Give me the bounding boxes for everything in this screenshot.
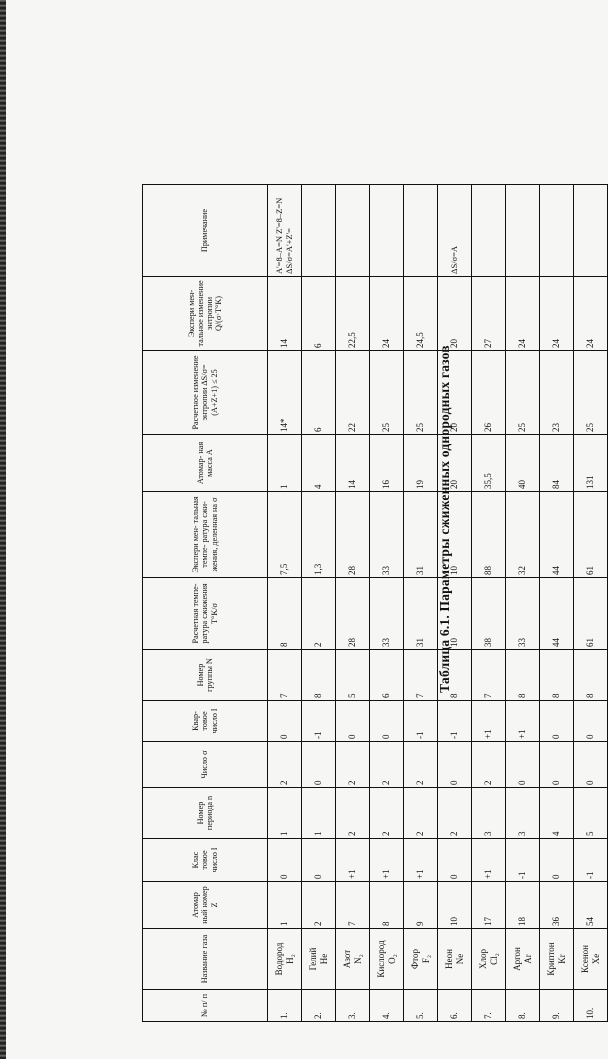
gas-name-cell	[438, 929, 472, 990]
cell-t-calc: 44	[540, 578, 574, 650]
gas-name-cell	[336, 929, 370, 990]
cell-group: 7	[404, 650, 438, 701]
cell-period: 5	[574, 788, 608, 839]
cell-l1: +1	[404, 839, 438, 882]
cell-ds-calc: 6	[302, 351, 336, 435]
column-header: Номер группы N	[143, 650, 268, 701]
cell-period: 2	[336, 788, 370, 839]
cell-t-calc: 2	[302, 578, 336, 650]
cell-l2: 0	[336, 701, 370, 742]
cell-ds-exp: 14	[268, 277, 302, 351]
cell-z: 7	[336, 882, 370, 929]
column-header: Номер периода n	[143, 788, 268, 839]
cell-period: 4	[540, 788, 574, 839]
cell-l1: +1	[370, 839, 404, 882]
gas-name: Кислород	[376, 940, 387, 978]
cell-group: 8	[438, 650, 472, 701]
table-row	[540, 185, 574, 1022]
cell-group: 8	[540, 650, 574, 701]
cell-z: 54	[574, 882, 608, 929]
cell-sigma: 2	[472, 742, 506, 788]
cell-note	[574, 185, 608, 277]
cell-l2: 0	[268, 701, 302, 742]
cell-l1: 0	[438, 839, 472, 882]
cell-period: 2	[404, 788, 438, 839]
gas-formula: Ar	[522, 954, 533, 964]
cell-a: 19	[404, 435, 438, 492]
cell-a: 40	[506, 435, 540, 492]
cell-a: 20	[438, 435, 472, 492]
cell-z: 8	[370, 882, 404, 929]
table-row	[370, 185, 404, 1022]
cell-sigma: 2	[268, 742, 302, 788]
cell-period: 1	[268, 788, 302, 839]
cell-n: 3.	[336, 990, 370, 1022]
table-title: Таблица 6.1. Параметры сжиженных однородных газов	[437, 345, 452, 693]
table-row	[336, 185, 370, 1022]
gas-name: Гелий	[308, 947, 319, 971]
cell-n: 2.	[302, 990, 336, 1022]
column-header: № п/ п	[143, 990, 268, 1022]
gas-name-cell	[370, 929, 404, 990]
cell-a: 14	[336, 435, 370, 492]
cell-ds-calc: 25	[506, 351, 540, 435]
cell-t-calc: 31	[404, 578, 438, 650]
cell-ds-calc: 26	[472, 351, 506, 435]
cell-group: 6	[370, 650, 404, 701]
column-header: Примечание	[143, 185, 268, 277]
column-header: Атомар- ная масса A	[143, 435, 268, 492]
gas-formula: F₂	[420, 954, 431, 964]
cell-ds-exp: 6	[302, 277, 336, 351]
cell-period: 3	[472, 788, 506, 839]
cell-z: 36	[540, 882, 574, 929]
cell-t-exp: 28	[336, 492, 370, 578]
gas-name: Неон	[444, 949, 455, 969]
column-header: Квар- товое число l	[143, 701, 268, 742]
cell-note	[370, 185, 404, 277]
cell-group: 8	[574, 650, 608, 701]
gas-name-cell	[506, 929, 540, 990]
cell-note: A'=8–A=N Z'=8–Z=N ΔS/σ=A'+Z'=	[268, 185, 302, 277]
cell-note	[472, 185, 506, 277]
gas-formula: H₂	[284, 954, 295, 964]
cell-l1: -1	[574, 839, 608, 882]
cell-n: 8.	[506, 990, 540, 1022]
cell-n: 6.	[438, 990, 472, 1022]
gas-name: Азот	[342, 949, 353, 969]
cell-a: 4	[302, 435, 336, 492]
cell-t-exp: 33	[370, 492, 404, 578]
column-header: Экспери мен- тальное изменение энтропии Q/(σ·T°K)	[143, 277, 268, 351]
column-header: Число σ	[143, 742, 268, 788]
cell-l1: -1	[506, 839, 540, 882]
gas-formula: Ne	[454, 953, 465, 965]
cell-ds-calc: 20	[438, 351, 472, 435]
cell-period: 1	[302, 788, 336, 839]
cell-l2: -1	[404, 701, 438, 742]
cell-l1: +1	[472, 839, 506, 882]
cell-n: 10.	[574, 990, 608, 1022]
cell-group: 7	[472, 650, 506, 701]
cell-t-calc: 33	[506, 578, 540, 650]
cell-period: 3	[506, 788, 540, 839]
column-header: Расчетная темпе- ратура сжижения T°K/σ	[143, 578, 268, 650]
cell-l2: +1	[472, 701, 506, 742]
gas-name-cell	[574, 929, 608, 990]
cell-t-exp: 7,5	[268, 492, 302, 578]
cell-l2: 0	[574, 701, 608, 742]
cell-ds-calc: 22	[336, 351, 370, 435]
cell-period: 2	[438, 788, 472, 839]
cell-t-calc: 33	[370, 578, 404, 650]
gas-parameters-table	[142, 184, 608, 1022]
cell-sigma: 0	[540, 742, 574, 788]
cell-l1: 0	[302, 839, 336, 882]
cell-ds-exp: 27	[472, 277, 506, 351]
gas-name: Ксенон	[580, 945, 591, 974]
cell-t-calc: 61	[574, 578, 608, 650]
table-row	[268, 185, 302, 1022]
gas-name: Фтор	[410, 949, 421, 969]
cell-t-exp: 44	[540, 492, 574, 578]
cell-l2: +1	[506, 701, 540, 742]
cell-z: 10	[438, 882, 472, 929]
cell-group: 5	[336, 650, 370, 701]
column-header: Название газа	[143, 929, 268, 990]
cell-ds-calc: 25	[404, 351, 438, 435]
cell-ds-calc: 23	[540, 351, 574, 435]
cell-ds-exp: 24	[540, 277, 574, 351]
cell-note	[302, 185, 336, 277]
table-row	[472, 185, 506, 1022]
cell-a: 16	[370, 435, 404, 492]
cell-ds-calc: 14*	[268, 351, 302, 435]
cell-z: 17	[472, 882, 506, 929]
cell-z: 18	[506, 882, 540, 929]
gas-name: Криптон	[546, 942, 557, 976]
gas-name-cell	[540, 929, 574, 990]
cell-l1: +1	[336, 839, 370, 882]
column-header: Экспери мен- тальная темпе- ратура сжи- жения, деленная на σ	[143, 492, 268, 578]
cell-ds-exp: 20	[438, 277, 472, 351]
table-row	[506, 185, 540, 1022]
table-row	[574, 185, 608, 1022]
table-row	[302, 185, 336, 1022]
gas-formula: N₂	[352, 954, 363, 964]
cell-ds-calc: 25	[370, 351, 404, 435]
cell-l2: 0	[540, 701, 574, 742]
cell-ds-exp: 24	[370, 277, 404, 351]
cell-l1: 0	[268, 839, 302, 882]
cell-sigma: 2	[370, 742, 404, 788]
cell-z: 1	[268, 882, 302, 929]
gas-name: Аргон	[512, 947, 523, 971]
cell-group: 8	[506, 650, 540, 701]
cell-ds-exp: 24	[574, 277, 608, 351]
cell-n: 1.	[268, 990, 302, 1022]
cell-t-calc: 38	[472, 578, 506, 650]
gas-name: Водород	[274, 942, 285, 976]
cell-l2: 0	[370, 701, 404, 742]
cell-sigma: 0	[574, 742, 608, 788]
cell-note	[506, 185, 540, 277]
cell-l2: -1	[302, 701, 336, 742]
cell-l1: 0	[540, 839, 574, 882]
cell-n: 5.	[404, 990, 438, 1022]
cell-ds-calc: 25	[574, 351, 608, 435]
cell-t-calc: 10	[438, 578, 472, 650]
cell-note	[336, 185, 370, 277]
gas-name-cell	[404, 929, 438, 990]
table-body	[268, 185, 608, 1022]
cell-n: 9.	[540, 990, 574, 1022]
cell-ds-exp: 24,5	[404, 277, 438, 351]
cell-ds-exp: 24	[506, 277, 540, 351]
cell-t-exp: 32	[506, 492, 540, 578]
cell-t-exp: 61	[574, 492, 608, 578]
cell-ds-exp: 22,5	[336, 277, 370, 351]
cell-group: 7	[268, 650, 302, 701]
cell-t-exp: 31	[404, 492, 438, 578]
cell-a: 1	[268, 435, 302, 492]
cell-z: 2	[302, 882, 336, 929]
cell-z: 9	[404, 882, 438, 929]
cell-note: ΔS/σ=A	[438, 185, 472, 277]
table-row	[438, 185, 472, 1022]
table-header-row	[143, 185, 268, 1022]
column-header: Расчетное изменение энтропии ΔS/σ= (A+Z+1) ≤ 25	[143, 351, 268, 435]
cell-note	[540, 185, 574, 277]
gas-formula: Xe	[590, 953, 601, 965]
cell-sigma: 2	[404, 742, 438, 788]
cell-a: 35,5	[472, 435, 506, 492]
gas-name-cell	[472, 929, 506, 990]
cell-sigma: 2	[336, 742, 370, 788]
cell-t-exp: 1,3	[302, 492, 336, 578]
cell-sigma: 0	[438, 742, 472, 788]
gas-formula: Cl₂	[488, 953, 499, 965]
gas-name: Хлор	[478, 949, 489, 969]
cell-sigma: 0	[506, 742, 540, 788]
cell-l2: -1	[438, 701, 472, 742]
cell-t-calc: 28	[336, 578, 370, 650]
column-header: Клас товое число l	[143, 839, 268, 882]
gas-formula: He	[318, 953, 329, 965]
cell-a: 84	[540, 435, 574, 492]
cell-n: 7.	[472, 990, 506, 1022]
gas-formula: Kr	[556, 954, 567, 964]
cell-period: 2	[370, 788, 404, 839]
gas-name-cell	[302, 929, 336, 990]
cell-sigma: 0	[302, 742, 336, 788]
cell-t-calc: 8	[268, 578, 302, 650]
cell-n: 4.	[370, 990, 404, 1022]
gas-formula: O₂	[386, 954, 397, 964]
gas-name-cell	[268, 929, 302, 990]
cell-group: 8	[302, 650, 336, 701]
table-row	[404, 185, 438, 1022]
cell-t-exp: 88	[472, 492, 506, 578]
cell-t-exp: 10	[438, 492, 472, 578]
cell-a: 131	[574, 435, 608, 492]
cell-note	[404, 185, 438, 277]
column-header: Атомар ный номер Z	[143, 882, 268, 929]
